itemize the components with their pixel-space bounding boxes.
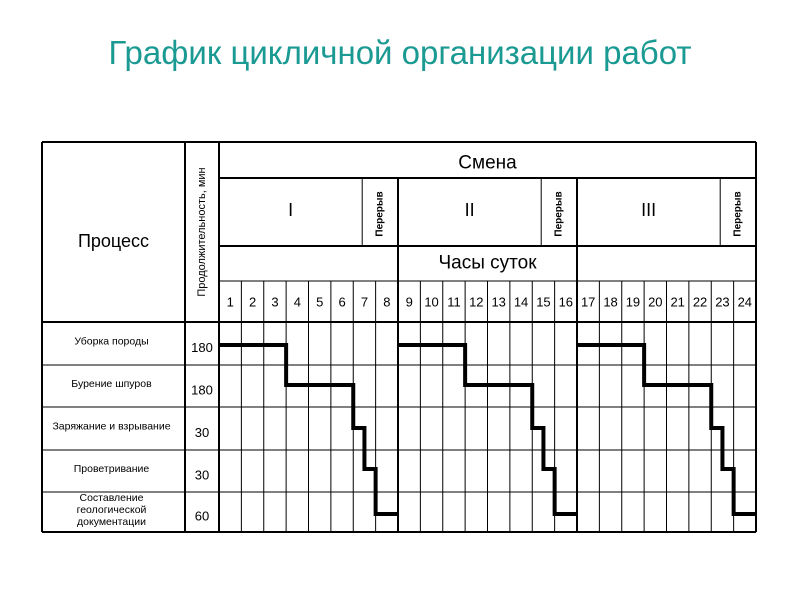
hour-label: 9 xyxy=(405,294,413,310)
hour-label: 11 xyxy=(447,294,461,310)
hour-label: 4 xyxy=(293,294,301,310)
hour-label: 3 xyxy=(271,294,279,310)
shift-label: II xyxy=(464,200,475,220)
duration-value: 30 xyxy=(194,425,210,440)
hour-label: 19 xyxy=(625,294,641,310)
break-label: Перерыв xyxy=(732,191,744,237)
table-labels xyxy=(52,153,752,529)
process-name: Заряжание и взрывание xyxy=(52,420,171,433)
process-name: документации xyxy=(77,516,146,528)
hour-label: 24 xyxy=(737,294,753,310)
hour-label: 7 xyxy=(360,294,369,310)
shift-header: Смена xyxy=(458,152,517,174)
hours-header: Часы суток xyxy=(438,252,537,274)
duration-value: 60 xyxy=(194,508,210,524)
hour-label: 5 xyxy=(316,294,324,310)
duration-value: 30 xyxy=(194,467,210,483)
process-name: Уборка породы xyxy=(74,335,149,348)
break-label: Перерыв xyxy=(553,191,565,237)
page-title: График цикличной организации работ xyxy=(108,34,692,71)
shift-label: III xyxy=(641,200,657,220)
duration-value: 180 xyxy=(191,340,213,355)
hour-label: 8 xyxy=(383,294,391,310)
hour-label: 2 xyxy=(248,294,257,310)
hour-label: 1 xyxy=(226,294,234,310)
process-name: геологической xyxy=(76,504,147,516)
hour-label: 14 xyxy=(513,294,529,310)
process-name: Проветривание xyxy=(73,463,150,475)
process-name: Бурение шпуров xyxy=(71,378,152,390)
hour-label: 23 xyxy=(715,294,730,310)
hour-label: 20 xyxy=(648,294,663,310)
hour-label: 16 xyxy=(558,294,574,310)
hour-label: 13 xyxy=(491,294,506,310)
hour-label: 22 xyxy=(692,294,708,310)
hour-label: 18 xyxy=(603,294,618,310)
hour-label: 10 xyxy=(424,294,439,310)
process-header: Процесс xyxy=(77,231,150,251)
hour-label: 21 xyxy=(670,294,685,310)
hour-label: 15 xyxy=(536,294,551,310)
duration-value: 180 xyxy=(191,382,213,398)
duration-header: Продолжительность, мин xyxy=(196,167,208,297)
break-label: Перерыв xyxy=(374,191,386,237)
process-name: Составление xyxy=(79,492,144,504)
hour-label: 17 xyxy=(580,294,596,310)
hour-label: 6 xyxy=(338,294,346,310)
shift-label: I xyxy=(288,200,294,220)
hour-label: 12 xyxy=(469,294,484,310)
